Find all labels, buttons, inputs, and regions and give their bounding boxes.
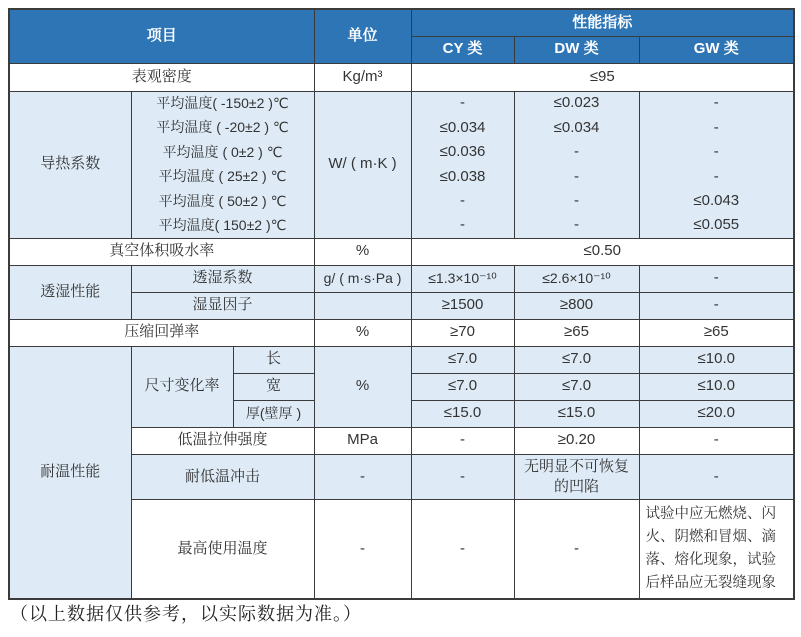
dim-change-3-gw: ≤20.0 bbox=[639, 400, 794, 427]
moisture-sub-2-unit bbox=[314, 292, 411, 319]
thermal-dw-5: - bbox=[514, 189, 639, 214]
apparent-density-label: 表观密度 bbox=[9, 63, 314, 91]
thermal-cy-4: ≤0.038 bbox=[411, 165, 514, 190]
max-temp-gw: 试验中应无燃烧、闪火、阴燃和冒烟、滴落、熔化现象，试验后样品应无裂缝现象 bbox=[639, 500, 794, 600]
dim-change-3-cy: ≤15.0 bbox=[411, 400, 514, 427]
dim-change-1-gw: ≤10.0 bbox=[639, 346, 794, 373]
thermal-cond-1: 平均温度( -150±2 )℃ bbox=[131, 91, 314, 116]
moisture-sub-2-name: 湿显因子 bbox=[131, 292, 314, 319]
dim-change-unit: % bbox=[314, 346, 411, 427]
row-vacuum-absorption bbox=[9, 238, 794, 265]
impact-label: 耐低温冲击 bbox=[131, 454, 314, 500]
tensile-label: 低温拉伸强度 bbox=[131, 427, 314, 454]
thermal-dw-2: ≤0.034 bbox=[514, 116, 639, 141]
dim-change-2-cy: ≤7.0 bbox=[411, 373, 514, 400]
vacuum-label: 真空体积吸水率 bbox=[9, 238, 314, 265]
dim-change-3-name: 厚(壁厚 ) bbox=[233, 400, 314, 427]
moisture-sub-1-gw: - bbox=[639, 265, 794, 292]
temp-resist-label: 耐温性能 bbox=[9, 346, 131, 599]
thermal-cond-2: 平均温度 ( -20±2 ) ℃ bbox=[131, 116, 314, 141]
moisture-label: 透湿性能 bbox=[9, 265, 131, 319]
impact-gw: - bbox=[639, 454, 794, 500]
header-class-cy: CY 类 bbox=[411, 36, 514, 63]
max-temp-dw: - bbox=[514, 500, 639, 600]
thermal-dw-6: - bbox=[514, 214, 639, 239]
thermal-gw-1: - bbox=[639, 91, 794, 116]
moisture-sub-2-cy: ≥1500 bbox=[411, 292, 514, 319]
tensile-unit: MPa bbox=[314, 427, 411, 454]
dim-change-2-dw: ≤7.0 bbox=[514, 373, 639, 400]
dim-change-2-gw: ≤10.0 bbox=[639, 373, 794, 400]
spec-sheet bbox=[8, 8, 795, 600]
disclaimer-note: （以上数据仅供参考，以实际数据为准。） bbox=[10, 604, 362, 624]
vacuum-value: ≤0.50 bbox=[411, 238, 794, 265]
thermal-dw-4: - bbox=[514, 165, 639, 190]
apparent-density-unit: Kg/m³ bbox=[314, 63, 411, 91]
thermal-unit: W/ ( m·K ) bbox=[314, 91, 411, 238]
compression-unit: % bbox=[314, 319, 411, 346]
thermal-cy-1: - bbox=[411, 91, 514, 116]
dim-change-2-name: 宽 bbox=[233, 373, 314, 400]
compression-label: 压缩回弹率 bbox=[9, 319, 314, 346]
thermal-gw-6: ≤0.055 bbox=[639, 214, 794, 239]
row-compression bbox=[9, 319, 794, 346]
max-temp-unit: - bbox=[314, 500, 411, 600]
thermal-cond-6: 平均温度( 150±2 )℃ bbox=[131, 214, 314, 239]
vacuum-unit: % bbox=[314, 238, 411, 265]
thermal-gw-5: ≤0.043 bbox=[639, 189, 794, 214]
moisture-sub-1-name: 透湿系数 bbox=[131, 265, 314, 292]
thermal-dw-1: ≤0.023 bbox=[514, 91, 639, 116]
dim-change-1-dw: ≤7.0 bbox=[514, 346, 639, 373]
row-dim-change-1 bbox=[9, 346, 794, 373]
impact-cy: - bbox=[411, 454, 514, 500]
dim-change-1-cy: ≤7.0 bbox=[411, 346, 514, 373]
dim-change-1-name: 长 bbox=[233, 346, 314, 373]
row-moisture-1 bbox=[9, 265, 794, 292]
thermal-gw-4: - bbox=[639, 165, 794, 190]
header-item: 项目 bbox=[9, 9, 314, 63]
tensile-gw: - bbox=[639, 427, 794, 454]
tensile-dw: ≥0.20 bbox=[514, 427, 639, 454]
thermal-label: 导热系数 bbox=[9, 91, 131, 238]
moisture-sub-2-gw: - bbox=[639, 292, 794, 319]
thermal-dw-3: - bbox=[514, 140, 639, 165]
header-class-dw: DW 类 bbox=[514, 36, 639, 63]
compression-dw: ≥65 bbox=[514, 319, 639, 346]
thermal-cy-3: ≤0.036 bbox=[411, 140, 514, 165]
header-class-gw: GW 类 bbox=[639, 36, 794, 63]
thermal-cy-6: - bbox=[411, 214, 514, 239]
moisture-sub-1-dw: ≤2.6×10⁻¹⁰ bbox=[514, 265, 639, 292]
thermal-cond-5: 平均温度 ( 50±2 ) ℃ bbox=[131, 189, 314, 214]
impact-unit: - bbox=[314, 454, 411, 500]
compression-gw: ≥65 bbox=[639, 319, 794, 346]
thermal-cy-2: ≤0.034 bbox=[411, 116, 514, 141]
dim-change-label: 尺寸变化率 bbox=[131, 346, 233, 427]
header-row-1 bbox=[9, 9, 794, 36]
compression-cy: ≥70 bbox=[411, 319, 514, 346]
thermal-gw-2: - bbox=[639, 116, 794, 141]
thermal-cy-5: - bbox=[411, 189, 514, 214]
dim-change-3-dw: ≤15.0 bbox=[514, 400, 639, 427]
spec-table bbox=[8, 8, 795, 600]
header-performance: 性能指标 bbox=[411, 9, 794, 36]
max-temp-label: 最高使用温度 bbox=[131, 500, 314, 600]
row-apparent-density bbox=[9, 63, 794, 91]
impact-dw: 无明显不可恢复的凹陷 bbox=[514, 454, 639, 500]
moisture-sub-1-unit: g/ ( m·s·Pa ) bbox=[314, 265, 411, 292]
apparent-density-value: ≤95 bbox=[411, 63, 794, 91]
thermal-cond-4: 平均温度 ( 25±2 ) ℃ bbox=[131, 165, 314, 190]
thermal-gw-3: - bbox=[639, 140, 794, 165]
tensile-cy: - bbox=[411, 427, 514, 454]
moisture-sub-1-cy: ≤1.3×10⁻¹⁰ bbox=[411, 265, 514, 292]
moisture-sub-2-dw: ≥800 bbox=[514, 292, 639, 319]
header-unit: 单位 bbox=[314, 9, 411, 63]
max-temp-cy: - bbox=[411, 500, 514, 600]
row-thermal-1 bbox=[9, 91, 794, 116]
thermal-cond-3: 平均温度 ( 0±2 ) ℃ bbox=[131, 140, 314, 165]
